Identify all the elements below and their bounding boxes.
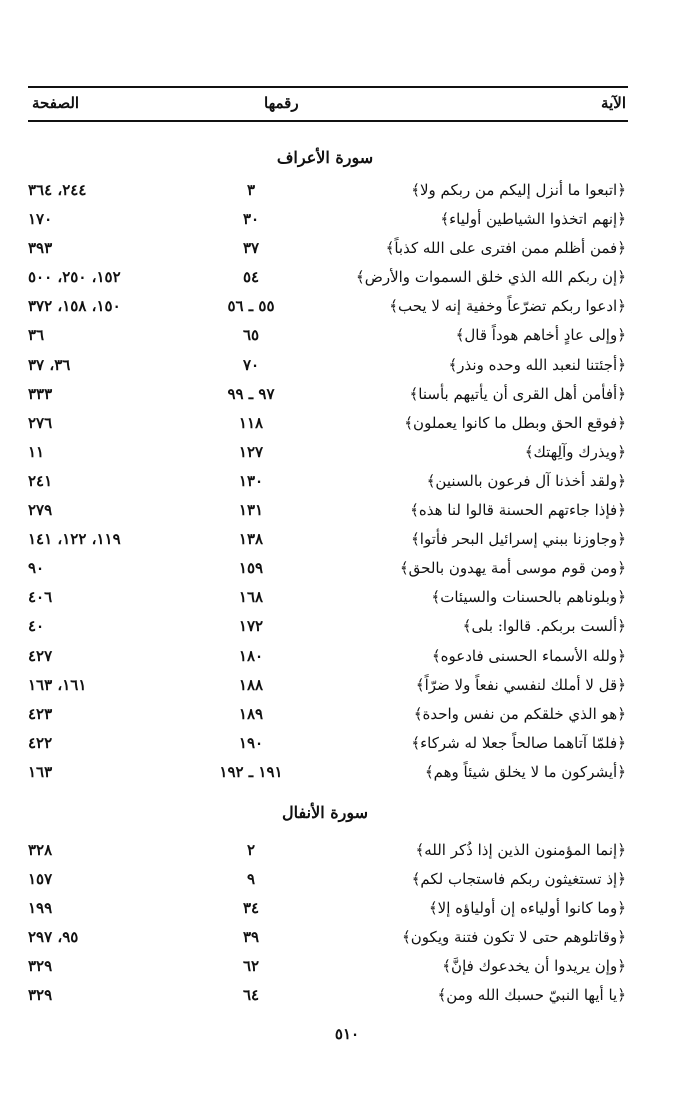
verse-number: ٩٧ ـ ٩٩ — [227, 384, 275, 403]
verse-number: ١٨٠ — [238, 646, 264, 665]
verse-text: ﴿أجئتنا لنعبد الله وحده ونذر﴾ — [448, 355, 626, 374]
header-verse: الآية — [601, 94, 626, 112]
index-row — [0, 205, 694, 234]
page-refs: ٣٢٨ — [28, 841, 53, 859]
index-row — [0, 758, 694, 787]
page-refs: ١٩٩ — [28, 899, 53, 917]
verse-number: ١١٨ — [238, 413, 264, 432]
verse-number: ١٨٩ — [238, 704, 264, 723]
verse-number: ١٢٧ — [238, 442, 264, 461]
verse-number: ١٣٨ — [238, 530, 264, 549]
index-row — [0, 176, 694, 205]
verse-number: ٦٢ — [242, 957, 260, 975]
page-refs: ١٥٧ — [28, 870, 53, 888]
verse-number: ٣٧ — [242, 239, 260, 258]
verse-text: ﴿وقاتلوهم حتى لا تكون فتنة ويكون﴾ — [402, 928, 626, 946]
verse-text: ﴿ويذرك وآلِهتك﴾ — [524, 442, 626, 461]
verse-number: ١٦٨ — [238, 588, 264, 607]
page-refs: ٣٢٩ — [28, 957, 53, 975]
header-page: الصفحة — [32, 94, 80, 112]
index-row — [0, 263, 694, 292]
page-refs: ٣٩٣ — [28, 239, 53, 258]
verse-text: ﴿قل لا أملك لنفسي نفعاً ولا ضرّاً﴾ — [415, 675, 626, 694]
page-refs: ١٥٠، ١٥٨، ٣٧٢ — [28, 297, 121, 316]
page-refs: ١١٩، ١٢٢، ١٤١ — [28, 530, 121, 549]
index-row — [0, 496, 694, 525]
index-row — [0, 642, 694, 671]
index-row — [0, 321, 694, 350]
verse-text: ﴿ألست بربكم. قالوا: بلى﴾ — [462, 617, 626, 636]
page-refs: ١٧٠ — [28, 210, 53, 229]
page-refs: ٢٧٦ — [28, 413, 53, 432]
verse-text: ﴿إذ تستغيثون ربكم فاستجاب لكم﴾ — [411, 870, 626, 888]
page-refs: ١٥٢، ٢٥٠، ٥٠٠ — [28, 268, 121, 287]
verse-list-anfal — [0, 836, 694, 1010]
index-row — [0, 671, 694, 700]
surah-title-araf: سورة الأعراف — [276, 148, 374, 167]
verse-number: ٥٥ ـ ٥٦ — [227, 297, 275, 316]
verse-number: ٢ — [246, 841, 256, 859]
verse-text: ﴿هو الذي خلقكم من نفس واحدة﴾ — [413, 704, 626, 723]
index-row — [0, 380, 694, 409]
page-refs: ٣٦ — [28, 326, 45, 345]
verse-text: ﴿إن ربكم الله الذي خلق السموات والأرض﴾ — [355, 268, 626, 287]
page-refs: ٩٠ — [28, 559, 45, 578]
verse-number: ١٨٨ — [238, 675, 264, 694]
verse-text: ﴿ولله الأسماء الحسنى فادعوه﴾ — [431, 646, 626, 665]
verse-number: ٣٩ — [242, 928, 260, 946]
page-refs: ٢٤١ — [28, 471, 53, 490]
page-refs: ٤٠٦ — [28, 588, 53, 607]
verse-number: ٣٤ — [242, 899, 260, 917]
verse-text: ﴿فإذا جاءتهم الحسنة قالوا لنا هذه﴾ — [410, 501, 626, 520]
verse-text: ﴿ومن قوم موسى أمة يهدون بالحق﴾ — [399, 559, 626, 578]
verse-text: ﴿وإن يريدوا أن يخدعوك فإنَّ﴾ — [442, 957, 626, 975]
verse-text: ﴿ولقد أخذنا آل فرعون بالسنين﴾ — [426, 471, 626, 490]
verse-text: ﴿أيشركون ما لا يخلق شيئاً وهم﴾ — [424, 762, 626, 781]
index-row — [0, 554, 694, 583]
index-row — [0, 292, 694, 321]
verse-text: ﴿أفأمن أهل القرى أن يأتيهم بأسنا﴾ — [409, 384, 626, 403]
page-refs: ٤٢٢ — [28, 733, 53, 752]
verse-text: ﴿فلمّا آتاهما صالحاً جعلا له شركاء﴾ — [411, 733, 626, 752]
index-row — [0, 438, 694, 467]
index-row — [0, 467, 694, 496]
verse-number: ٣٠ — [242, 210, 260, 229]
verse-number: ٥٤ — [242, 268, 260, 287]
page-refs: ٣٣٣ — [28, 384, 53, 403]
verse-number: ٦٤ — [242, 986, 260, 1004]
index-row — [0, 952, 694, 981]
verse-number: ١٩١ ـ ١٩٢ — [219, 762, 283, 781]
verse-number: ٧٠ — [242, 355, 260, 374]
verse-text: ﴿فمن أظلم ممن افترى على الله كذباً﴾ — [385, 239, 626, 258]
verse-list-araf — [0, 176, 694, 787]
header-number: رقمها — [264, 94, 299, 112]
page-refs: ٤٢٣ — [28, 704, 53, 723]
verse-text: ﴿فوقع الحق وبطل ما كانوا يعملون﴾ — [404, 413, 626, 432]
index-row — [0, 836, 694, 865]
index-row — [0, 409, 694, 438]
verse-number: ٣ — [246, 181, 256, 199]
page-refs: ١٦٣ — [28, 762, 53, 781]
verse-number: ٦٥ — [242, 326, 260, 345]
page-refs: ٢٧٩ — [28, 501, 53, 520]
page-refs: ٤٢٧ — [28, 646, 53, 665]
index-row — [0, 234, 694, 263]
table-header — [28, 86, 628, 122]
verse-text: ﴿وما كانوا أولياءه إن أولياؤه إلا﴾ — [428, 899, 626, 917]
page-refs: ٣٦، ٣٧ — [28, 355, 71, 374]
verse-text: ﴿إنما المؤمنون الذين إذا ذُكر الله﴾ — [415, 841, 626, 859]
page-refs: ١١ — [28, 442, 45, 461]
verse-number: ١٧٢ — [238, 617, 264, 636]
verse-text: ﴿يا أيها النبيّ حسبك الله ومن﴾ — [437, 986, 626, 1004]
index-row — [0, 583, 694, 612]
verse-text: ﴿إنهم اتخذوا الشياطين أولياء﴾ — [440, 210, 626, 229]
index-row — [0, 700, 694, 729]
page-refs: ٣٢٩ — [28, 986, 53, 1004]
verse-text: ﴿اتبعوا ما أنزل إليكم من ربكم ولا﴾ — [411, 181, 626, 199]
index-row — [0, 351, 694, 380]
page-refs: ٤٠ — [28, 617, 45, 636]
verse-number: ١٣٠ — [238, 471, 264, 490]
index-row — [0, 894, 694, 923]
index-row — [0, 923, 694, 952]
index-row — [0, 865, 694, 894]
page-refs: ٢٤٤، ٣٦٤ — [28, 181, 87, 199]
verse-number: ١٩٠ — [238, 733, 264, 752]
surah-title-anfal: سورة الأنفال — [282, 803, 368, 822]
page-refs: ٩٥، ٢٩٧ — [28, 928, 79, 946]
index-row — [0, 981, 694, 1010]
verse-text: ﴿وإلى عادٍ أخاهم هوداً قال﴾ — [455, 326, 626, 345]
verse-number: ١٣١ — [238, 501, 264, 520]
page-refs: ١٦١، ١٦٣ — [28, 675, 87, 694]
index-row — [0, 612, 694, 641]
verse-text: ﴿وبلوناهم بالحسنات والسيئات﴾ — [431, 588, 626, 607]
verse-text: ﴿ادعوا ربكم تضرّعاً وخفية إنه لا يحب﴾ — [389, 297, 626, 316]
verse-text: ﴿وجاوزنا ببني إسرائيل البحر فأتوا﴾ — [411, 530, 626, 549]
verse-number: ١٥٩ — [238, 559, 264, 578]
index-row — [0, 729, 694, 758]
page-number: ٥١٠ — [334, 1025, 360, 1043]
verse-number: ٩ — [246, 870, 256, 888]
index-row — [0, 525, 694, 554]
